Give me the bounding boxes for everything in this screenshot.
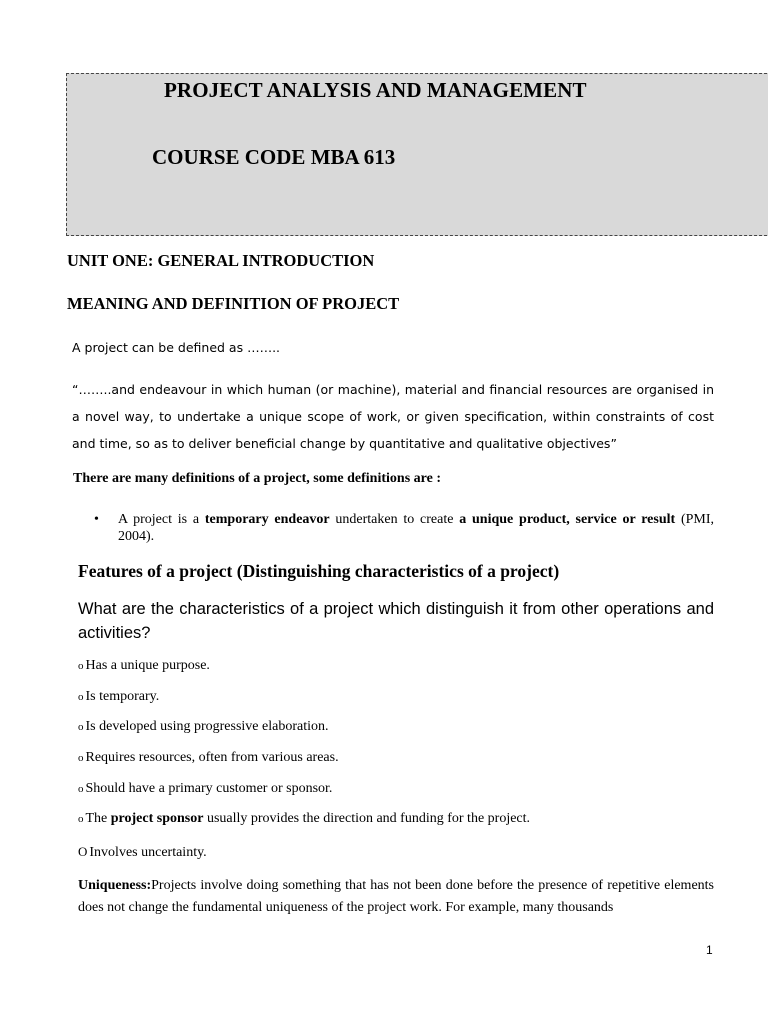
definition-quote: “……..and endeavour in which human (or machine), material and financial resources are organised in a novel way, to undertake a unique scope of work, or given specification, within constraints of cost and time, so as to deliver beneficial change by quantitative and qualitative objectives” [72,382,714,451]
list-item: o Is temporary. [78,689,160,704]
list-item: o Is developed using progressive elaboration. [78,719,329,734]
uniqueness-text: Projects involve doing something that has not been done before the presence of repetitive elements does not change the fundamental uniqueness of the project work. For example, many thousands [78,878,714,915]
unit-heading: UNIT ONE: GENERAL INTRODUCTION [67,251,375,270]
list-item: o Requires resources, often from various areas. [78,750,339,765]
document-title: PROJECT ANALYSIS AND MANAGEMENT [164,78,587,102]
bullet-marker: • [94,512,99,527]
features-heading: Features of a project (Distinguishing characteristics of a project) [78,561,560,581]
uniqueness-label: Uniqueness: [78,878,152,893]
bullet-text: A project is a temporary endeavor undertaken to create a unique product, service or result (PMI, 2004). [118,512,715,544]
page-number: 1 [706,943,713,957]
definition-intro: A project can be defined as …….. [72,340,281,355]
list-item: o Should have a primary customer or sponsor. [78,781,333,796]
title-box [66,73,768,236]
section-heading: MEANING AND DEFINITION OF PROJECT [67,294,400,313]
definition-bullet [94,511,714,545]
features-question: What are the characteristics of a project which distinguish it from other operations and activities? [78,600,714,642]
list-item: o Has a unique purpose. [78,658,210,673]
list-item: o The project sponsor usually provides the direction and funding for the project. [78,811,531,826]
many-definitions-heading: There are many definitions of a project, some definitions are : [73,471,441,486]
uniqueness-paragraph [78,875,714,919]
list-item: O Involves uncertainty. [78,844,207,860]
course-code: COURSE CODE MBA 613 [152,145,396,169]
